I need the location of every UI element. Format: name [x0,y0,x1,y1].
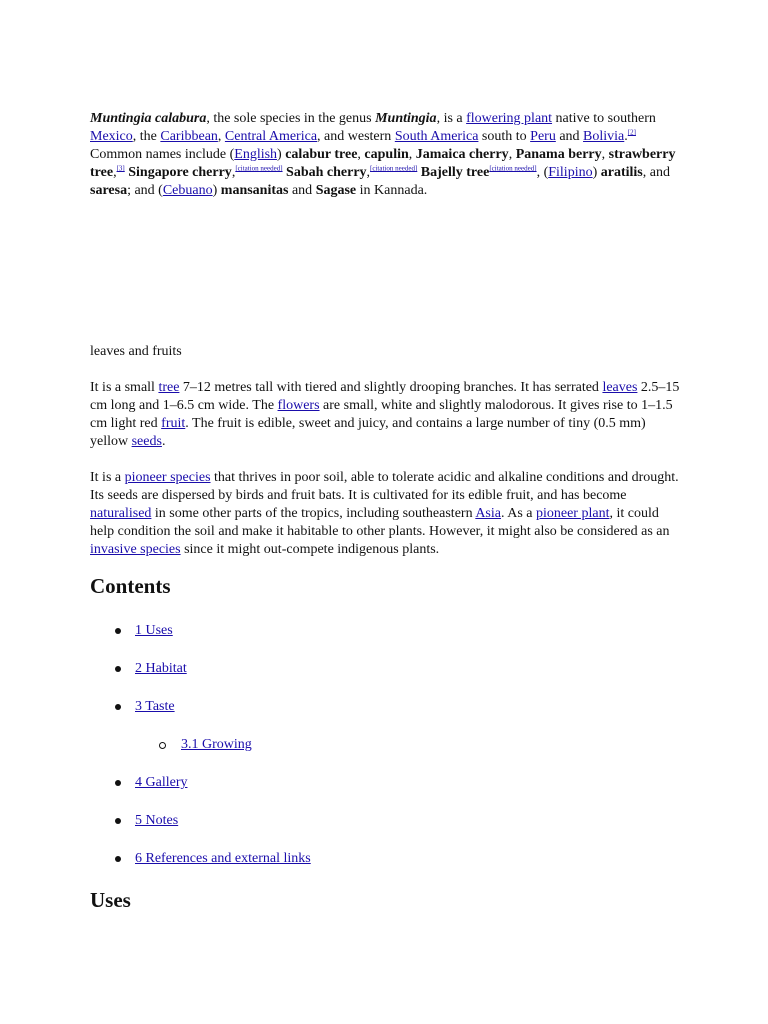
text: It is a small [90,380,159,395]
link-tree[interactable]: tree [158,380,180,395]
toc-link-habitat[interactable]: 2 Habitat [135,661,187,676]
text: , and western [317,129,395,144]
genus-name: Muntingia [375,111,437,126]
link-bolivia[interactable]: Bolivia [583,129,625,144]
species-name: Muntingia calabura [90,111,207,126]
common-name: Bajelly tree [420,165,490,180]
text: . The fruit is edible, sweet and juicy, and contains a large number of tiny (0.5 mm) yellow [90,416,646,449]
text: ) [592,165,601,180]
text: 7–12 metres tall with tiered and slightly drooping branches. It has serrated [179,380,603,395]
text: and [555,129,584,144]
common-name: Panama berry [515,147,602,162]
bullet [115,628,121,634]
toc-link-uses[interactable]: 1 Uses [135,623,173,638]
text: , and [642,165,670,180]
text: since it might out-compete indigenous plants. [180,542,440,557]
ecology-paragraph [90,469,680,559]
text: . As a [500,506,536,521]
link-fruit[interactable]: fruit [161,416,186,431]
common-name: strawberry tree [90,147,676,180]
text: in some other parts of the tropics, including southeastern [151,506,476,521]
common-name: saresa [90,183,128,198]
reference-2[interactable]: [2] [627,128,636,137]
link-cebuano[interactable]: Cebuano [162,183,213,198]
common-name: Sagase [315,183,357,198]
toc-link-notes[interactable]: 5 Notes [135,813,179,828]
text: ) [277,147,286,162]
contents-heading: Contents [90,574,171,598]
reference-3[interactable]: [3] [116,164,125,173]
link-peru[interactable]: Peru [530,129,556,144]
text: , the [132,129,161,144]
link-invasive-species[interactable]: invasive species [90,542,181,557]
text: and [288,183,316,198]
link-pioneer-plant[interactable]: pioneer plant [535,506,610,521]
intro-paragraph [90,110,680,200]
link-english[interactable]: English [234,147,278,162]
link-flowers[interactable]: flowers [277,398,320,413]
citation-needed-link[interactable]: [citation needed] [489,164,537,173]
text: , [366,165,371,180]
citation-needed-link[interactable]: [citation needed] [235,164,283,173]
link-south-america[interactable]: South America [394,129,479,144]
text: It is a [90,470,125,485]
toc-link-taste[interactable]: 3 Taste [135,699,175,714]
text: are small, white and slightly malodorous. It gives rise to 1–1.5 cm light red [90,398,673,431]
bullet [115,818,121,824]
toc-link-references[interactable]: 6 References and external links [135,851,311,866]
text: . [161,434,166,449]
link-caribbean[interactable]: Caribbean [160,129,218,144]
text: in Kannada. [356,183,428,198]
text: ; and ( [127,183,163,198]
text: , it could help condition the soil and make it habitable to other plants. However, it might also be considered as an [90,506,670,539]
text: that thrives in poor soil, able to tolerate acidic and alkaline conditions and drought. Its seeds are dispersed by birds and fruit bats. It is cultivated for its edible fruit, and has become [90,470,679,503]
link-mexico[interactable]: Mexico [90,129,133,144]
common-name: calabur tree [285,147,358,162]
text: , [113,165,117,180]
uses-heading: Uses [90,888,131,912]
bullet [115,856,121,862]
description-paragraph [90,379,680,451]
common-name: aratilis [600,165,643,180]
link-filipino[interactable]: Filipino [548,165,593,180]
text: , [408,147,416,162]
toc-link-growing[interactable]: 3.1 Growing [181,737,252,752]
bullet [115,666,121,672]
link-asia[interactable]: Asia [475,506,501,521]
text: , [231,165,236,180]
text: ) [212,183,221,198]
toc-link-gallery[interactable]: 4 Gallery [135,775,188,790]
text: , [357,147,365,162]
link-central-america[interactable]: Central America [224,129,318,144]
sub-bullet [159,742,166,749]
link-flowering-plant[interactable]: flowering plant [466,111,553,126]
citation-needed-link[interactable]: [citation needed] [370,164,418,173]
link-seeds[interactable]: seeds [131,434,162,449]
text: , is a [436,111,467,126]
text: , [508,147,516,162]
link-pioneer-species[interactable]: pioneer species [124,470,211,485]
common-name: mansanitas [220,183,289,198]
common-name: capulin [364,147,409,162]
link-naturalised[interactable]: naturalised [90,506,152,521]
text: , ( [536,165,549,180]
text: 2.5–15 cm long and 1–6.5 cm wide. The [90,380,680,413]
common-name: Singapore cherry [128,165,232,180]
bullet [115,704,121,710]
text: , the sole species in the genus [206,111,376,126]
text: Common names include ( [90,147,235,162]
bullet [115,780,121,786]
text: . [624,129,628,144]
text: native to southern [552,111,656,126]
text: , [217,129,225,144]
text: , [601,147,609,162]
text: south to [478,129,531,144]
image-caption: leaves and fruits [90,344,182,359]
link-leaves[interactable]: leaves [602,380,638,395]
common-name: Jamaica cherry [415,147,509,162]
common-name: Sabah cherry [286,165,367,180]
